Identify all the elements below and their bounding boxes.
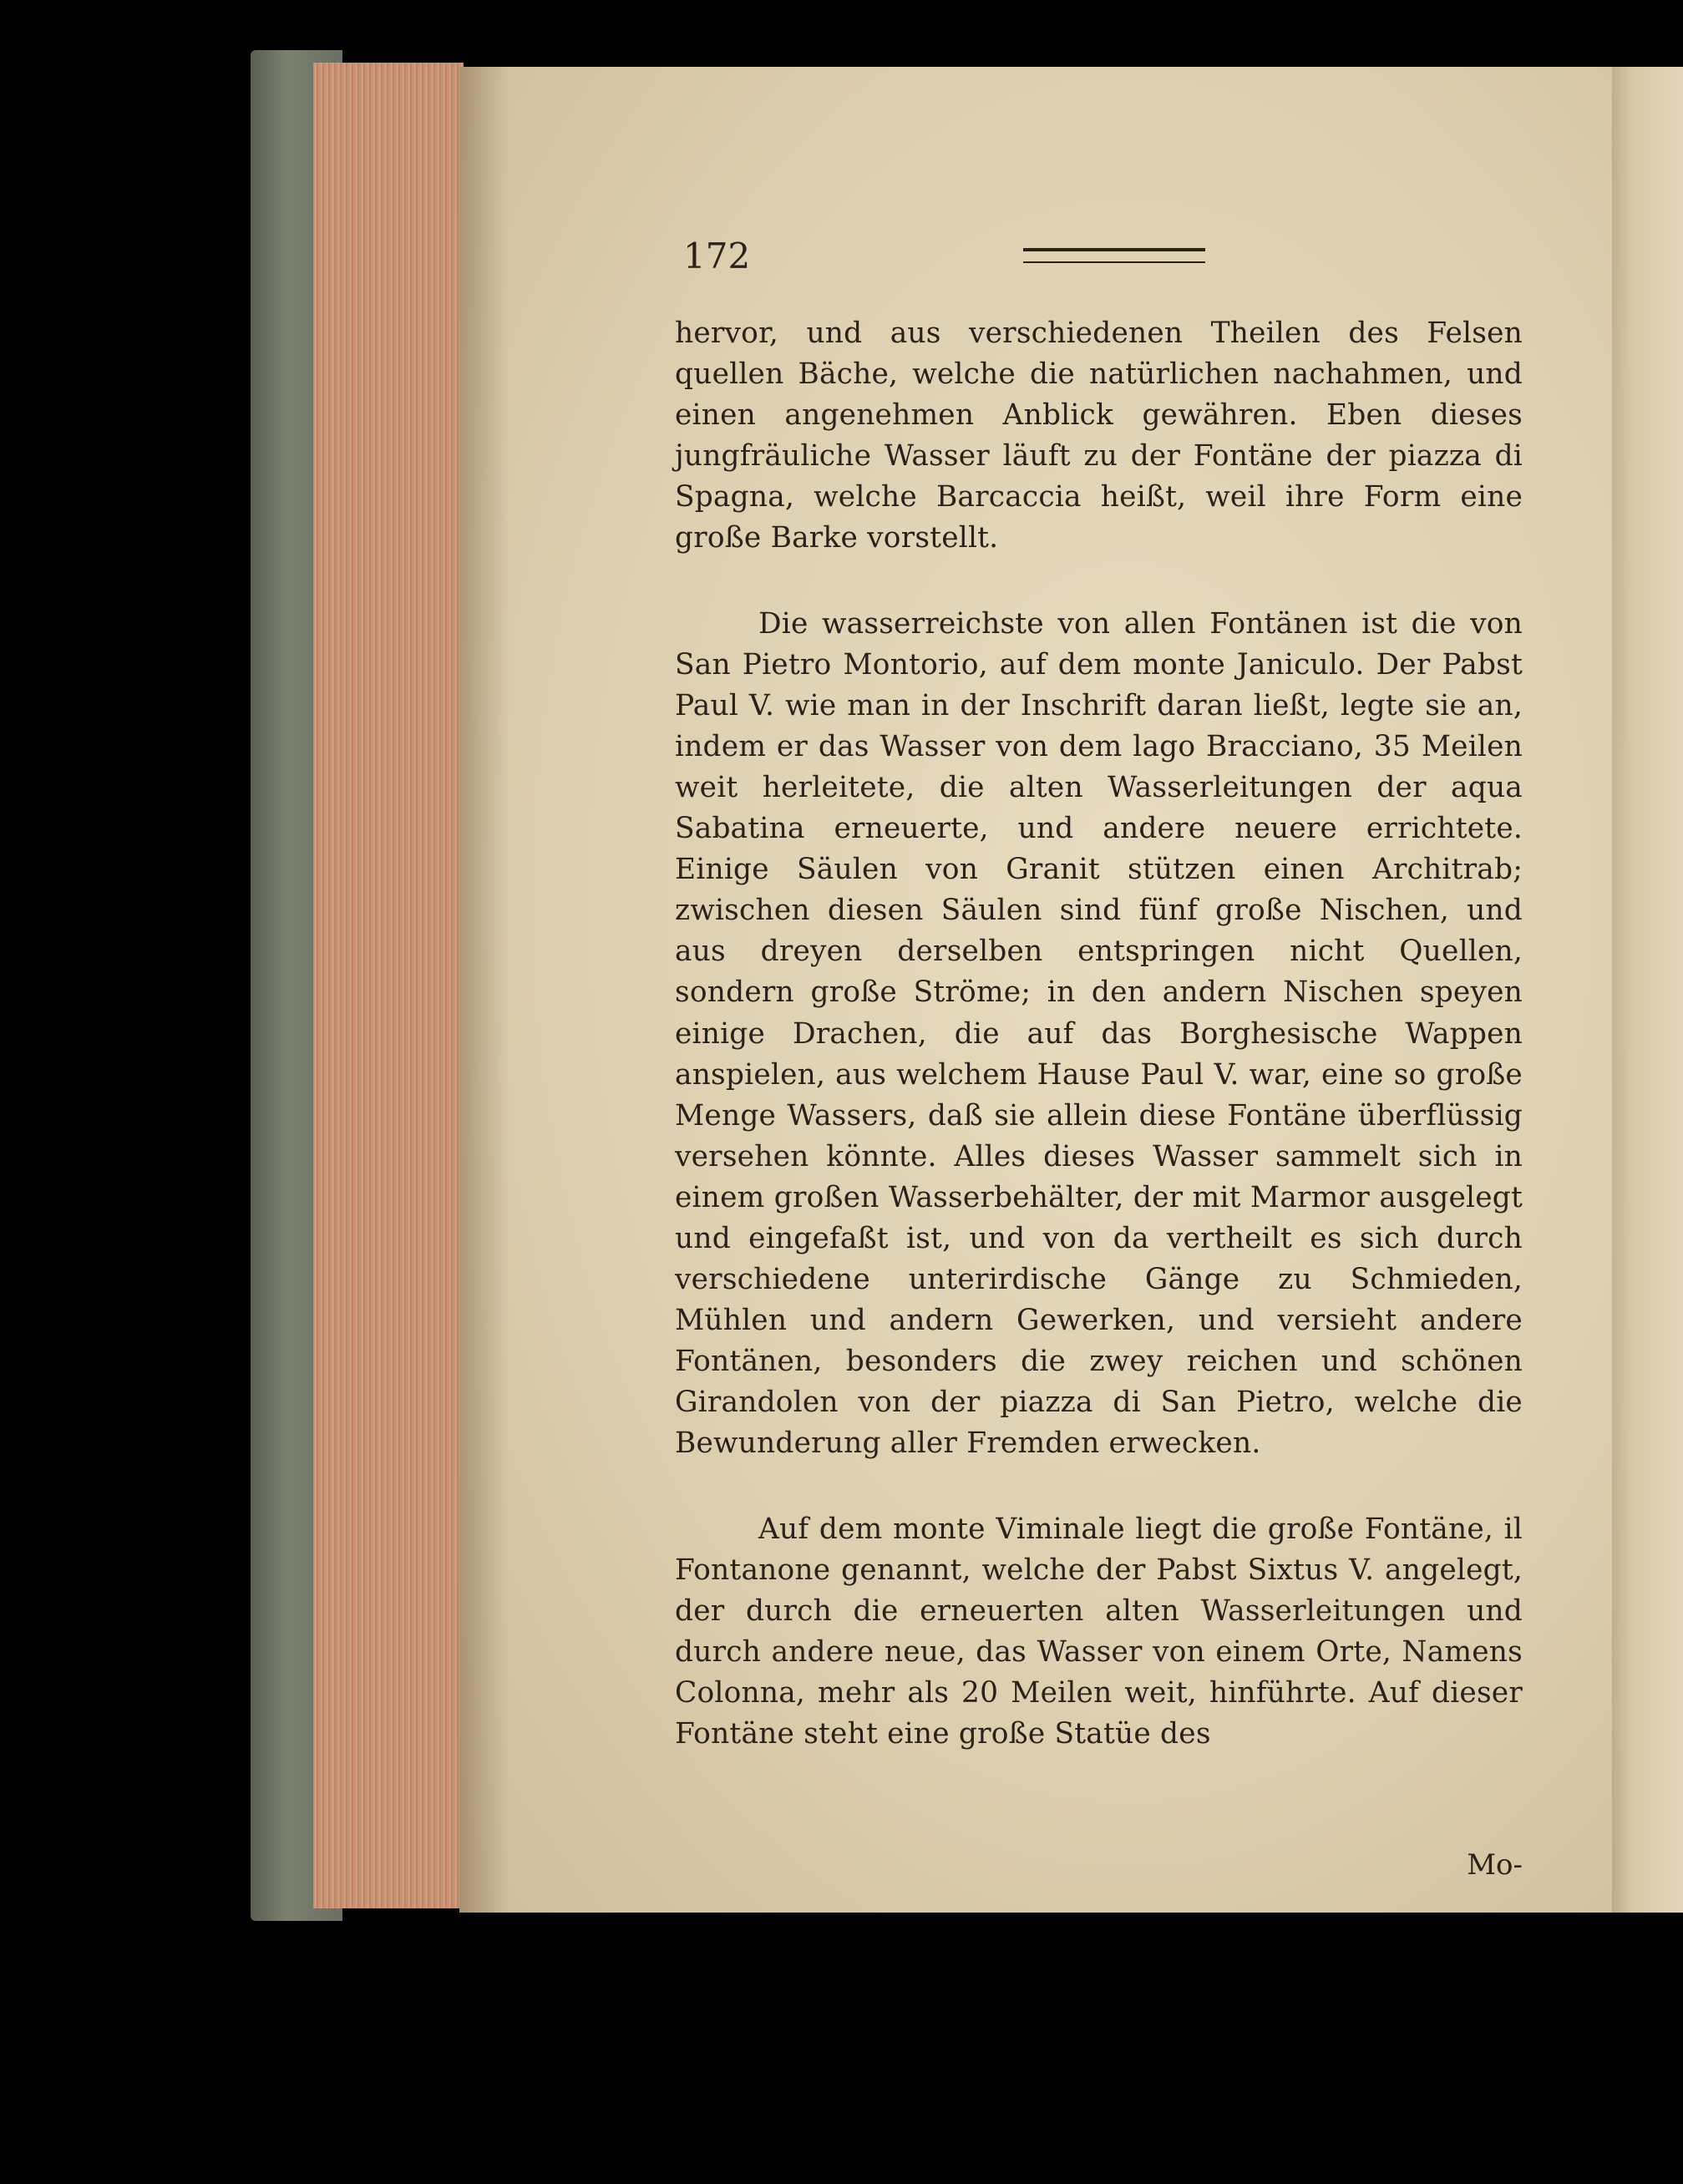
paragraph-1: hervor, und aus verschiedenen Theilen des Felsen quellen Bäche, welche die natürlichen nachahmen, und einen angenehmen Anblick gewähren. Eben dieses jungfräuliche Wasser läuft zu der Fontäne der piazza di Spagna, welche Barcaccia heißt, weil ihre Form eine große Barke vorstellt. — [675, 317, 1523, 555]
body-text — [675, 313, 1523, 1755]
paragraph-gap — [675, 1465, 1523, 1509]
paragraph-2: Die wasserreichste von allen Fontänen ist die von San Pietro Montorio, auf dem monte Janiculo. Der Pabst Paul V. wie man in der Inschrift daran ließt, legte sie an, indem er das Wasser von dem lago Bracciano, 35 Meilen weit herleitete, die alten Wasserleitungen der aqua Sabatina erneuerte, und andere neuere errichtete. Einige Säulen von Granit stützen einen Architrab; zwischen diesen Säulen sind fünf große Nischen, und aus dreyen derselben entspringen nicht Quellen, sondern große Ströme; in den andern Nischen speyen einige Drachen, die auf das Borghesische Wappen anspielen, aus welchem Hause Paul V. war, eine so große Menge Wassers, daß sie allein diese Fontäne überflüssig versehen könnte. Alles dieses Wasser sammelt sich in einem großen Wasserbehälter, der mit Marmor ausgelegt und eingefaßt ist, und von da vertheilt es sich durch verschiedene unterirdische Gänge zu Schmieden, Mühlen und andern Gewerken, und versieht andere Fontänen, besonders die zwey reichen und schönen Girandolen von der piazza di San Pietro, welche die Bewunderung aller Fremden erwecken. — [675, 606, 1523, 1461]
page-stack-edge — [313, 63, 464, 1908]
page-number: 172 — [683, 236, 751, 276]
facing-page-edge — [1612, 67, 1683, 1913]
gutter-shadow — [459, 67, 509, 1913]
paragraph-3: Auf dem monte Viminale liegt die große Fontäne, il Fontanone genannt, welche der Pabst Sixtus V. angelegt, der durch die erneuerten alten Wasserleitungen und durch andere neue, das Wasser von einem Orte, Namens Colonna, mehr als 20 Meilen weit, hinführte. Auf dieser Fontäne steht eine große Statüe des — [675, 1512, 1523, 1751]
paragraph-gap — [675, 560, 1523, 604]
catchword: Mo- — [1467, 1848, 1523, 1882]
header-rule — [1023, 248, 1205, 263]
